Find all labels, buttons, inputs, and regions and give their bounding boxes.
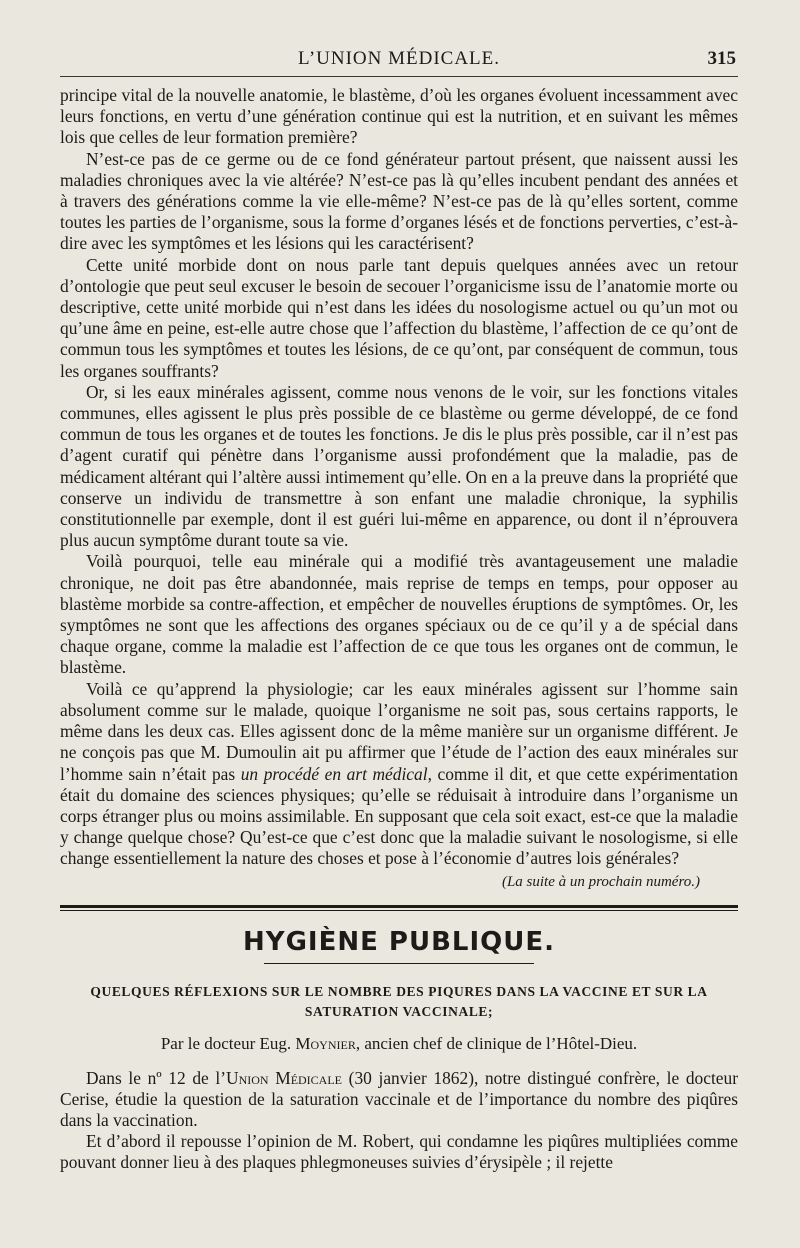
section-title: HYGIÈNE PUBLIQUE. <box>242 926 555 957</box>
article-title: QUELQUES RÉFLEXIONS SUR LE NOMBRE DES PIQURES DANS LA VACCINE ET SUR LA SATURATION VACCINALE; <box>90 983 708 1019</box>
byline-author: Moynier <box>295 1033 356 1053</box>
journal-name: Union Médicale <box>226 1067 343 1088</box>
page-number: 315 <box>707 48 736 69</box>
paragraph-text: Voilà ce qu’apprend la physiologie; car les eaux minérales agissent sur l’homme sain absolument comme sur le malade, quoique l’organisme ne soit pas, sous certains rapports, le même dans les deux cas. Elles agissent donc de la même manière sur un organisme différent. Je ne conçois pas que M. Dumoulin ait pu affirmer que l’étude de l’action des eaux minérales sur l’homme sain n’était pas <box>60 678 738 784</box>
continued-note: (La suite à un prochain numéro.) <box>501 873 700 890</box>
byline-prefix: Par le docteur Eug. <box>160 1033 296 1053</box>
paragraph-text: (30 janvier 1862), notre distingué confrère, le docteur Cerise, étudie la question de la saturation vaccinale et de l’importance du nombre des piqûres dans la vaccination. <box>60 1067 738 1130</box>
article-body <box>60 85 738 870</box>
paragraph-text: Dans le nº 12 de l’ <box>86 1067 227 1088</box>
paragraph-text: , comme il dit, et que cette expérimentation était du domaine des sciences physiques; qu’elle se réduisait à introduire dans l’organisme un corps étranger plus ou moins assimilable. En supposant que cela soit exact, est-ce que la maladie y change quelque chose? Qu’est-ce que c’est donc que la maladie suivant le nosologisme, si elle change essentiellement la nature des choses et pose à l’économie d’autres lois générales? <box>60 763 738 869</box>
paragraph <box>60 1068 738 1132</box>
section-title-underline <box>264 963 534 964</box>
section-divider <box>60 905 738 911</box>
running-head <box>60 44 738 74</box>
paragraph: Or, si les eaux minérales agissent, comme nous venons de le voir, sur les fonctions vitales communes, elles agissent le plus près possible de ce blastème ou germe développé, de ce fond commun de tous les organes et de toutes les fonctions. Je dis le plus près possible, car il n’est pas d’agent curatif qui pénètre dans l’organisme aussi profondément que la maladie, pas de médicament altérant qui l’altère aussi intimement qu’elle. On en a la preuve dans la propriété que conserve un individu de transmettre à son enfant une maladie chronique, la syphilis constitutionnelle par exemple, dont il est guéri lui-même en apparence, ou dont il n’éprouvera plus aucun symptôme durant toute sa vie. <box>60 381 738 551</box>
byline <box>60 1034 738 1054</box>
paragraph: N’est-ce pas de ce germe ou de ce fond générateur partout présent, que naissent aussi les maladies chroniques avec la vie altérée? N’est-ce pas là qu’elles incubent pendant des années et à travers des générations comme la vie elle-même? N’est-ce pas de là qu’elles sortent, comme toutes les parties de l’organisme, sous la forme d’organes lésés et de fonctions perverties, c’est-à-dire avec les symptômes et les lésions qui les caractérisent? <box>60 148 738 254</box>
header-rule <box>60 76 738 77</box>
paragraph: Voilà pourquoi, telle eau minérale qui a modifié très avantageusement une maladie chronique, ne doit pas être abandonnée, mais reprise de temps en temps, pour opposer au blastème morbide sa contre-affection, et empêcher de nouvelles éruptions de symptômes. Or, les symptômes ne sont que les affections des organes spéciaux ou de ce qu’il y a de spécial dans chaque organe, comme la maladie est l’affection de ce que tous les organes ont de commun, le blastème. <box>60 551 738 678</box>
paragraph: Cette unité morbide dont on nous parle tant depuis quelques années avec un retour d’ontologie que peut seul excuser le besoin de secouer l’organicisme issu de l’anatomie morte ou descriptive, cette unité morbide qui n’est dans les idées du nosologisme actuel ou qu’un mot ou qu’une âme en peine, est-elle autre chose que l’affection du blastème, l’affection de ce qu’ont de commun tous les symptômes et toutes les lésions, de ce qu’ont, par conséquent de commun, tous les organes souffrants? <box>60 254 738 381</box>
byline-suffix: , ancien chef de clinique de l’Hôtel-Dieu. <box>355 1033 638 1053</box>
italic-phrase: un procédé en art médical <box>240 763 428 784</box>
paragraph: principe vital de la nouvelle anatomie, le blastème, d’où les organes évoluent incessamment avec leurs fonctions, en vertu d’une génération continue qui est la nutrition, et en suivant les mêmes lois que celles de leur formation première? <box>60 85 738 148</box>
article-body-2 <box>60 1068 738 1174</box>
paragraph <box>60 679 738 870</box>
paragraph: Et d’abord il repousse l’opinion de M. Robert, qui condamne les piqûres multipliées comme pouvant donner lieu à des plaques phlegmoneuses suivies d’érysipèle ; il rejette <box>60 1131 738 1173</box>
journal-title: L’UNION MÉDICALE. <box>297 48 501 69</box>
